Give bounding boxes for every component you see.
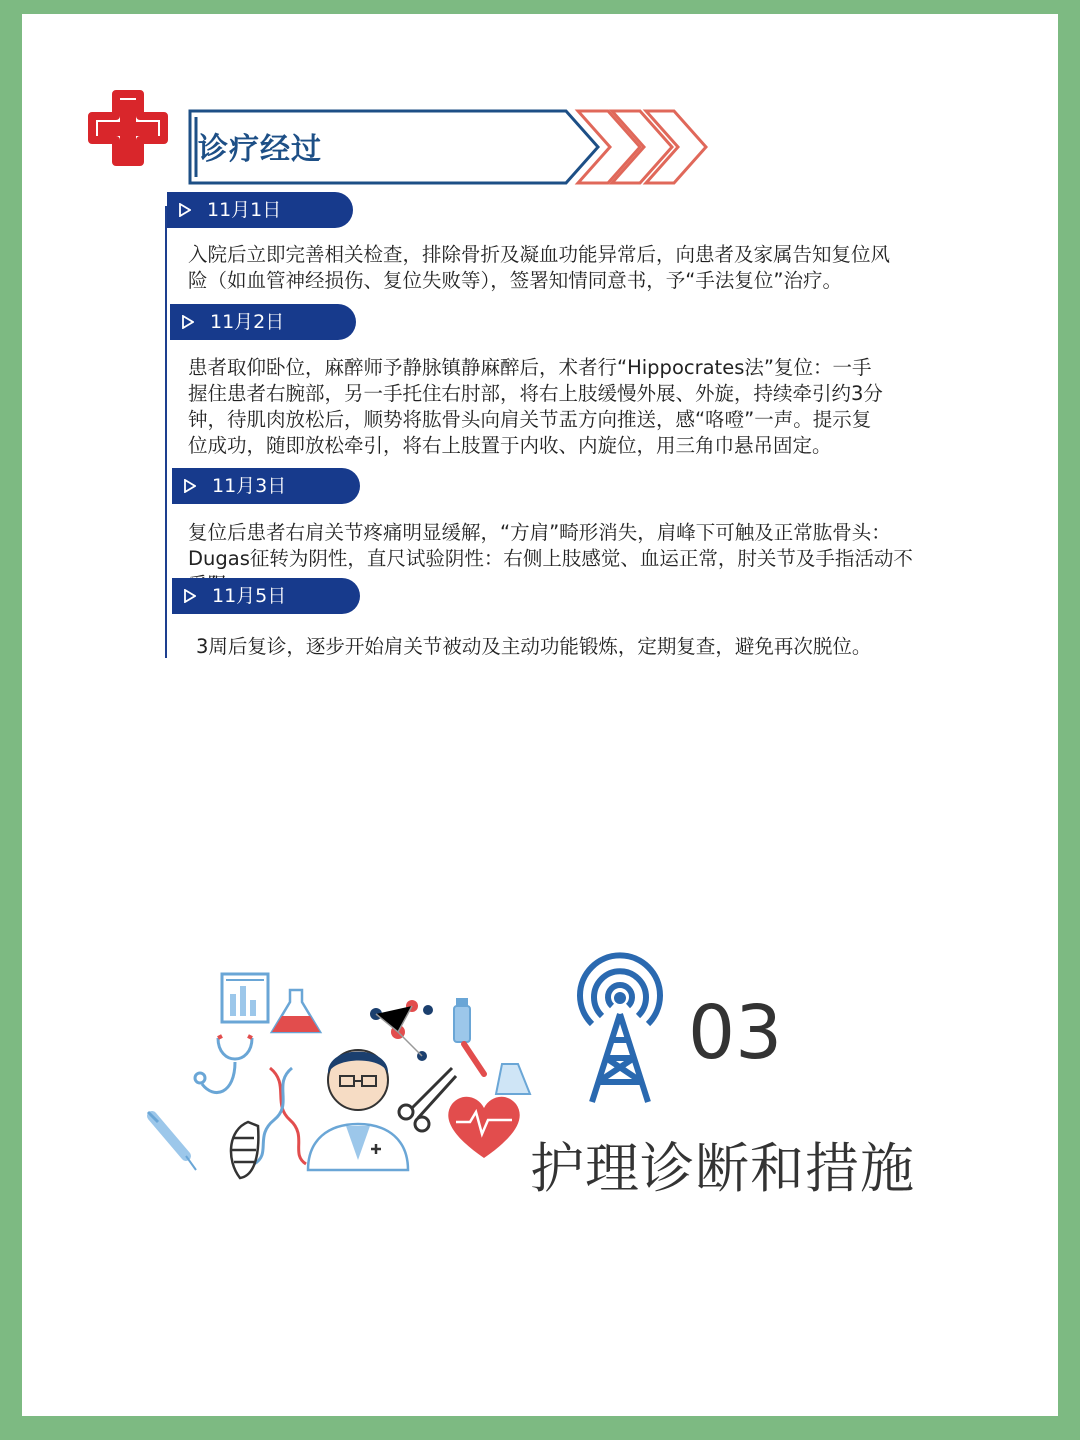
timeline-date: 11月3日 [212, 475, 287, 497]
play-triangle-icon [179, 203, 191, 217]
hospital-cross-icon [86, 90, 170, 188]
doctor-avatar-icon [308, 1050, 408, 1170]
timeline-date-pill [172, 468, 360, 504]
beaker-icon [496, 1064, 530, 1094]
timeline-date: 11月1日 [207, 199, 282, 221]
next-section-title: 护理诊断和措施 [530, 1137, 915, 1200]
timeline-text: 患者取仰卧位，麻醉师予静脉镇静麻醉后，术者行“Hippocrates法”复位：一手握住患者右腕部，另一手托住右肘部，将右上肢缓慢外展、外旋，持续牵引约3分钟，待肌肉放松后，顺势将肱骨头向肩关节盂方向推送，感“咯噔”一声。提示复位成功，随即放松牵引，将右上肢置于内收、内旋位，用三角巾悬吊固定。 [188, 356, 883, 457]
syringe-icon [148, 1112, 196, 1170]
play-triangle-icon [182, 315, 194, 329]
dna-icon [254, 1068, 306, 1164]
section-number: 03 [688, 990, 783, 1076]
vial-icon [454, 998, 484, 1074]
timeline-date: 11月5日 [212, 585, 287, 607]
section-title: 诊疗经过 [198, 132, 322, 167]
timeline-text: 复位后患者右肩关节疼痛明显缓解，“方肩”畸形消失，肩峰下可触及正常肱骨头：Dugas征转为阴性，直尺试验阴性：右侧上肢感觉、血运正常，肘关节及手指活动不 [188, 521, 913, 570]
play-triangle-icon [184, 589, 196, 603]
chart-board-icon [222, 974, 268, 1022]
timeline-date-pill [167, 192, 353, 228]
molecule-icon [370, 1000, 433, 1061]
timeline-line [165, 206, 167, 658]
scissors-icon [399, 1068, 456, 1131]
medical-illustration [122, 944, 542, 1194]
stethoscope-icon [195, 1036, 252, 1093]
timeline-date: 11月2日 [210, 311, 285, 333]
radio-tower-icon [570, 944, 670, 1104]
ribcage-icon [231, 1122, 258, 1178]
timeline-date-pill [172, 578, 360, 614]
play-triangle-icon [184, 479, 196, 493]
timeline-text: 3周后复诊，逐步开始肩关节被动及主动功能锻炼，定期复查，避免再次脱位。 [196, 635, 872, 658]
flask-icon [272, 990, 320, 1032]
timeline-date-pill [170, 304, 356, 340]
timeline-text: 入院后立即完善相关检查，排除骨折及凝血功能异常后，向患者及家属告知复位风险（如血管神经损伤、复位失败等），签署知情同意书，予“手法复位”治疗。 [188, 243, 891, 292]
page [22, 14, 1058, 1416]
heart-icon [448, 1097, 519, 1158]
